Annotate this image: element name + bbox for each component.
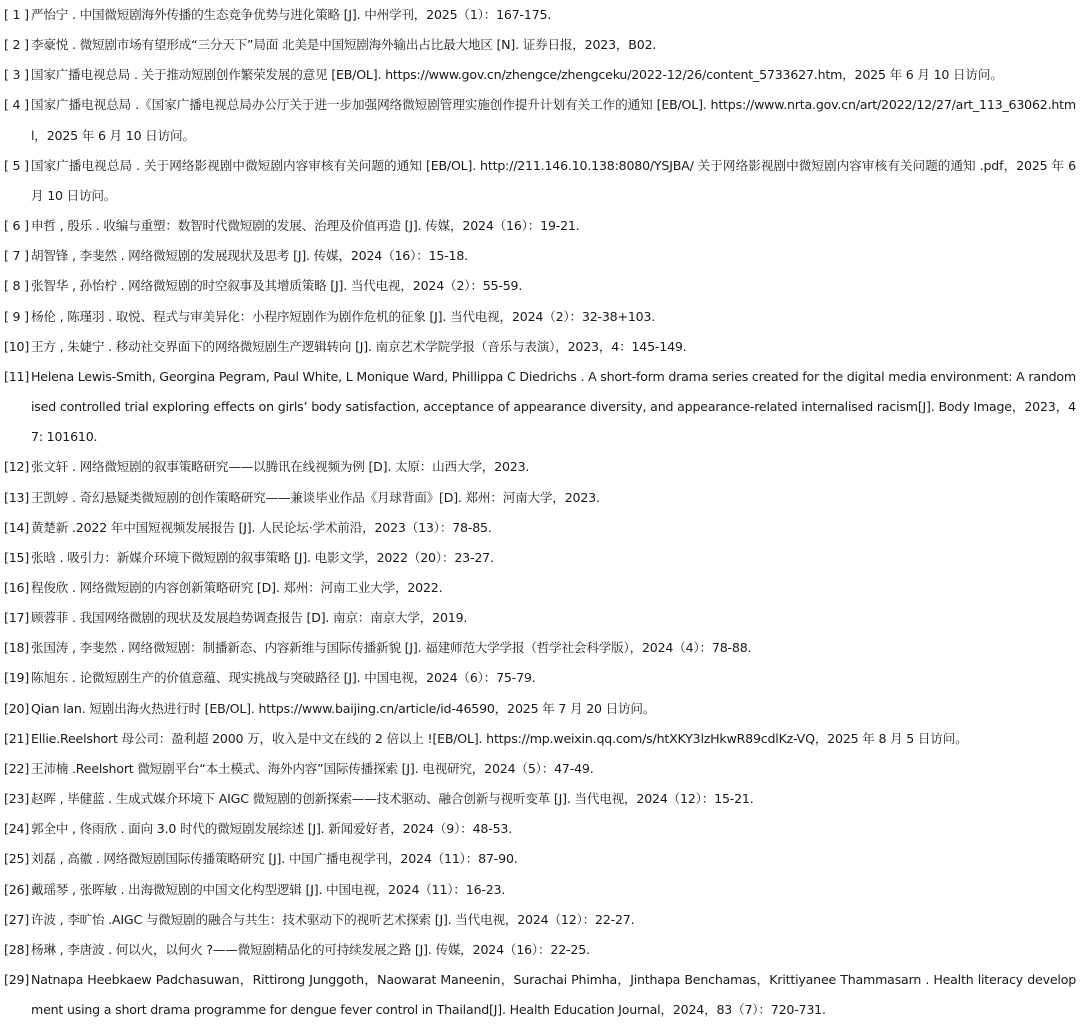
reference-number: [14] bbox=[4, 519, 30, 535]
reference-text: 严怡宁 . 中国微短剧海外传播的生态竞争优势与进化策略 [J]. 中州学刊，2025（1）：167-175. bbox=[31, 7, 552, 22]
reference-text: 郭全中 , 佟雨欣 . 面向 3.0 时代的微短剧发展综述 [J]. 新闻爱好者，2024（9）：48-53. bbox=[31, 821, 512, 837]
reference-text: 陈旭东 . 论微短剧生产的价值意蕴、现实挑战与突破路径 [J]. 中国电视，2024（6）：75-79. bbox=[31, 670, 536, 686]
reference-number: [ 9 ] bbox=[4, 308, 29, 324]
reference-item bbox=[4, 603, 1076, 633]
reference-list bbox=[4, 0, 1076, 1025]
reference-text: Qian lan. 短剧出海火热进行时 [EB/OL]. https://www.baijing.cn/article/id-46590，2025 年 7 月 20 日访问。 bbox=[31, 700, 656, 716]
reference-number: [21] bbox=[4, 730, 30, 746]
reference-number: [26] bbox=[4, 881, 30, 897]
reference-number: [13] bbox=[4, 489, 30, 505]
reference-item bbox=[4, 935, 1076, 965]
reference-number: [ 6 ] bbox=[4, 218, 29, 234]
reference-text: 国家广播电视总局 .《国家广播电视总局办公厅关于进一步加强网络微短剧管理实施创作提升计划有关工作的通知 [EB/OL]. https://www.nrta.gov.cn/art/2022/12/27/art_113_63062.html，2025 年 6 月 10 日访问。 bbox=[31, 97, 1076, 143]
reference-text: 杨伦 , 陈瑾羽 . 取悦、程式与审美异化：小程序短剧作为剧作危机的征象 [J]. 当代电视，2024（2）：32-38+103. bbox=[31, 308, 656, 324]
reference-text: 王沛楠 .Reelshort 微短剧平台“本土模式、海外内容”国际传播探索 [J]. 电视研究，2024（5）：47-49. bbox=[31, 760, 594, 776]
reference-item bbox=[4, 271, 1076, 301]
reference-item bbox=[4, 573, 1076, 603]
reference-number: [ 7 ] bbox=[4, 248, 29, 264]
reference-text: 张智华 , 孙怡柠 . 网络微短剧的时空叙事及其增质策略 [J]. 当代电视，2024（2）：55-59. bbox=[31, 278, 523, 294]
reference-item bbox=[4, 784, 1076, 814]
reference-number: [19] bbox=[4, 670, 30, 686]
reference-number: [ 2 ] bbox=[4, 37, 29, 53]
reference-text: 张文轩 . 网络微短剧的叙事策略研究——以腾讯在线视频为例 [D]. 太原：山西大学，2023. bbox=[31, 459, 530, 475]
reference-item bbox=[4, 633, 1076, 663]
reference-number: [25] bbox=[4, 851, 30, 867]
reference-text: 胡智锋 , 李斐然 . 网络微短剧的发展现状及思考 [J]. 传媒，2024（16）：15-18. bbox=[31, 248, 468, 264]
reference-item bbox=[4, 694, 1076, 724]
reference-text: Natnapa Heebkaew Padchasuwan，Rittirong Junggoth，Naowarat Maneenin，Surachai Phimha，Jinthapa Benchamas，Krittiyanee Thammasarn . Health literacy development using a short drama programme for dengue fever control in Thailand[J]. Health Education Journal，2024，83（7）：720-731. bbox=[31, 972, 1076, 1018]
reference-text: 国家广播电视总局 . 关于推动短剧创作繁荣发展的意见 [EB/OL]. https://www.gov.cn/zhengce/zhengceku/2022-12/26/content_5733627.htm，2025 年 6 月 10 日访问。 bbox=[31, 67, 1003, 83]
reference-item bbox=[4, 814, 1076, 844]
reference-item bbox=[4, 90, 1076, 150]
reference-text: 许波 , 李旷怡 .AIGC 与微短剧的融合与共生：技术驱动下的视听艺术探索 [J]. 当代电视，2024（12）：22-27. bbox=[31, 911, 635, 927]
reference-number: [ 5 ] bbox=[4, 157, 29, 173]
reference-number: [16] bbox=[4, 579, 30, 595]
reference-text: 刘磊 , 高徽 . 网络微短剧国际传播策略研究 [J]. 中国广播电视学刊，2024（11）：87-90. bbox=[31, 851, 518, 867]
reference-number: [18] bbox=[4, 640, 30, 656]
reference-item bbox=[4, 302, 1076, 332]
reference-item bbox=[4, 483, 1076, 513]
reference-item bbox=[4, 965, 1076, 1025]
reference-number: [17] bbox=[4, 610, 30, 626]
reference-text: Ellie.Reelshort 母公司：盈利超 2000 万，收入是中文在线的 2 倍以上 ![EB/OL]. https://mp.weixin.qq.com/s/htXKY3lzHkwR89cdlKz-VQ，2025 年 8 月 5 日访问。 bbox=[31, 730, 968, 746]
reference-item bbox=[4, 513, 1076, 543]
reference-item bbox=[4, 362, 1076, 452]
reference-number: [15] bbox=[4, 549, 30, 565]
reference-item bbox=[4, 241, 1076, 271]
reference-item bbox=[4, 0, 1076, 30]
reference-number: [11] bbox=[4, 368, 30, 384]
reference-item bbox=[4, 663, 1076, 693]
reference-number: [ 1 ] bbox=[4, 7, 29, 22]
reference-item bbox=[4, 332, 1076, 362]
reference-text: 王方 , 朱婕宁 . 移动社交界面下的网络微短剧生产逻辑转向 [J]. 南京艺术学院学报（音乐与表演），2023，4：145-149. bbox=[31, 338, 687, 354]
reference-text: 赵晖 , 毕健蓝 . 生成式媒介环境下 AIGC 微短剧的创新探索——技术驱动、融合创新与视听变革 [J]. 当代电视，2024（12）：15-21. bbox=[31, 791, 754, 807]
reference-item bbox=[4, 754, 1076, 784]
reference-text: 李豪悦 . 微短剧市场有望形成“三分天下”局面 北美是中国短剧海外输出占比最大地区 [N]. 证券日报，2023，B02. bbox=[31, 37, 657, 53]
reference-text: 张晗 . 吸引力：新媒介环境下微短剧的叙事策略 [J]. 电影文学，2022（20）：23-27. bbox=[31, 549, 494, 565]
reference-text: 戴瑶琴 , 张晖敏 . 出海微短剧的中国文化构型逻辑 [J]. 中国电视，2024（11）：16-23. bbox=[31, 881, 506, 897]
reference-text: Helena Lewis-Smith, Georgina Pegram, Paul White, L Monique Ward, Phillippa C Diedrichs . A short-form drama series created for the digital media environment: A randomised controlled trial exploring effects on girls’ body satisfaction, acceptance of appearance diversity, and appearance-related internalised racism[J]. Body Image，2023，47: 101610. bbox=[31, 368, 1076, 445]
reference-item bbox=[4, 30, 1076, 60]
reference-number: [29] bbox=[4, 972, 30, 987]
reference-number: [27] bbox=[4, 911, 30, 927]
reference-number: [24] bbox=[4, 821, 30, 837]
reference-text: 杨琳 , 李唐波 . 何以火，以何火 ?——微短剧精品化的可持续发展之路 [J]. 传媒，2024（16）：22-25. bbox=[31, 941, 590, 957]
reference-number: [ 3 ] bbox=[4, 67, 29, 83]
reference-item bbox=[4, 151, 1076, 211]
reference-text: 国家广播电视总局 . 关于网络影视剧中微短剧内容审核有关问题的通知 [EB/OL]. http://211.146.10.138:8080/YSJBA/ 关于网络影视剧中微短剧内容审核有关问题的通知 .pdf，2025 年 6 月 10 日访问。 bbox=[31, 157, 1076, 203]
reference-item bbox=[4, 905, 1076, 935]
reference-number: [10] bbox=[4, 338, 30, 354]
reference-item bbox=[4, 543, 1076, 573]
reference-text: 王凯婷 . 奇幻悬疑类微短剧的创作策略研究——兼谈毕业作品《月球背面》[D]. 郑州：河南大学，2023. bbox=[31, 489, 600, 505]
reference-number: [ 4 ] bbox=[4, 97, 29, 113]
reference-number: [22] bbox=[4, 760, 30, 776]
reference-number: [28] bbox=[4, 941, 30, 957]
reference-text: 申哲 , 殷乐 . 收编与重塑：数智时代微短剧的发展、治理及价值再造 [J]. 传媒，2024（16）：19-21. bbox=[31, 218, 580, 234]
reference-text: 黄楚新 .2022 年中国短视频发展报告 [J]. 人民论坛·学术前沿，2023（13）：78-85. bbox=[31, 519, 492, 535]
reference-item bbox=[4, 724, 1076, 754]
reference-item bbox=[4, 844, 1076, 874]
reference-item bbox=[4, 60, 1076, 90]
reference-text: 张国涛 , 李斐然 . 网络微短剧：制播新态、内容新维与国际传播新貌 [J]. 福建师范大学学报（哲学社会科学版），2024（4）：78-88. bbox=[31, 640, 752, 656]
reference-item bbox=[4, 211, 1076, 241]
reference-number: [12] bbox=[4, 459, 30, 475]
reference-text: 程俊欣 . 网络微短剧的内容创新策略研究 [D]. 郑州：河南工业大学，2022. bbox=[31, 579, 443, 595]
reference-item bbox=[4, 875, 1076, 905]
reference-number: [23] bbox=[4, 791, 30, 807]
reference-text: 顾蓉菲 . 我国网络微剧的现状及发展趋势调查报告 [D]. 南京：南京大学，2019. bbox=[31, 610, 468, 626]
reference-item bbox=[4, 452, 1076, 482]
reference-number: [20] bbox=[4, 700, 30, 716]
reference-number: [ 8 ] bbox=[4, 278, 29, 294]
